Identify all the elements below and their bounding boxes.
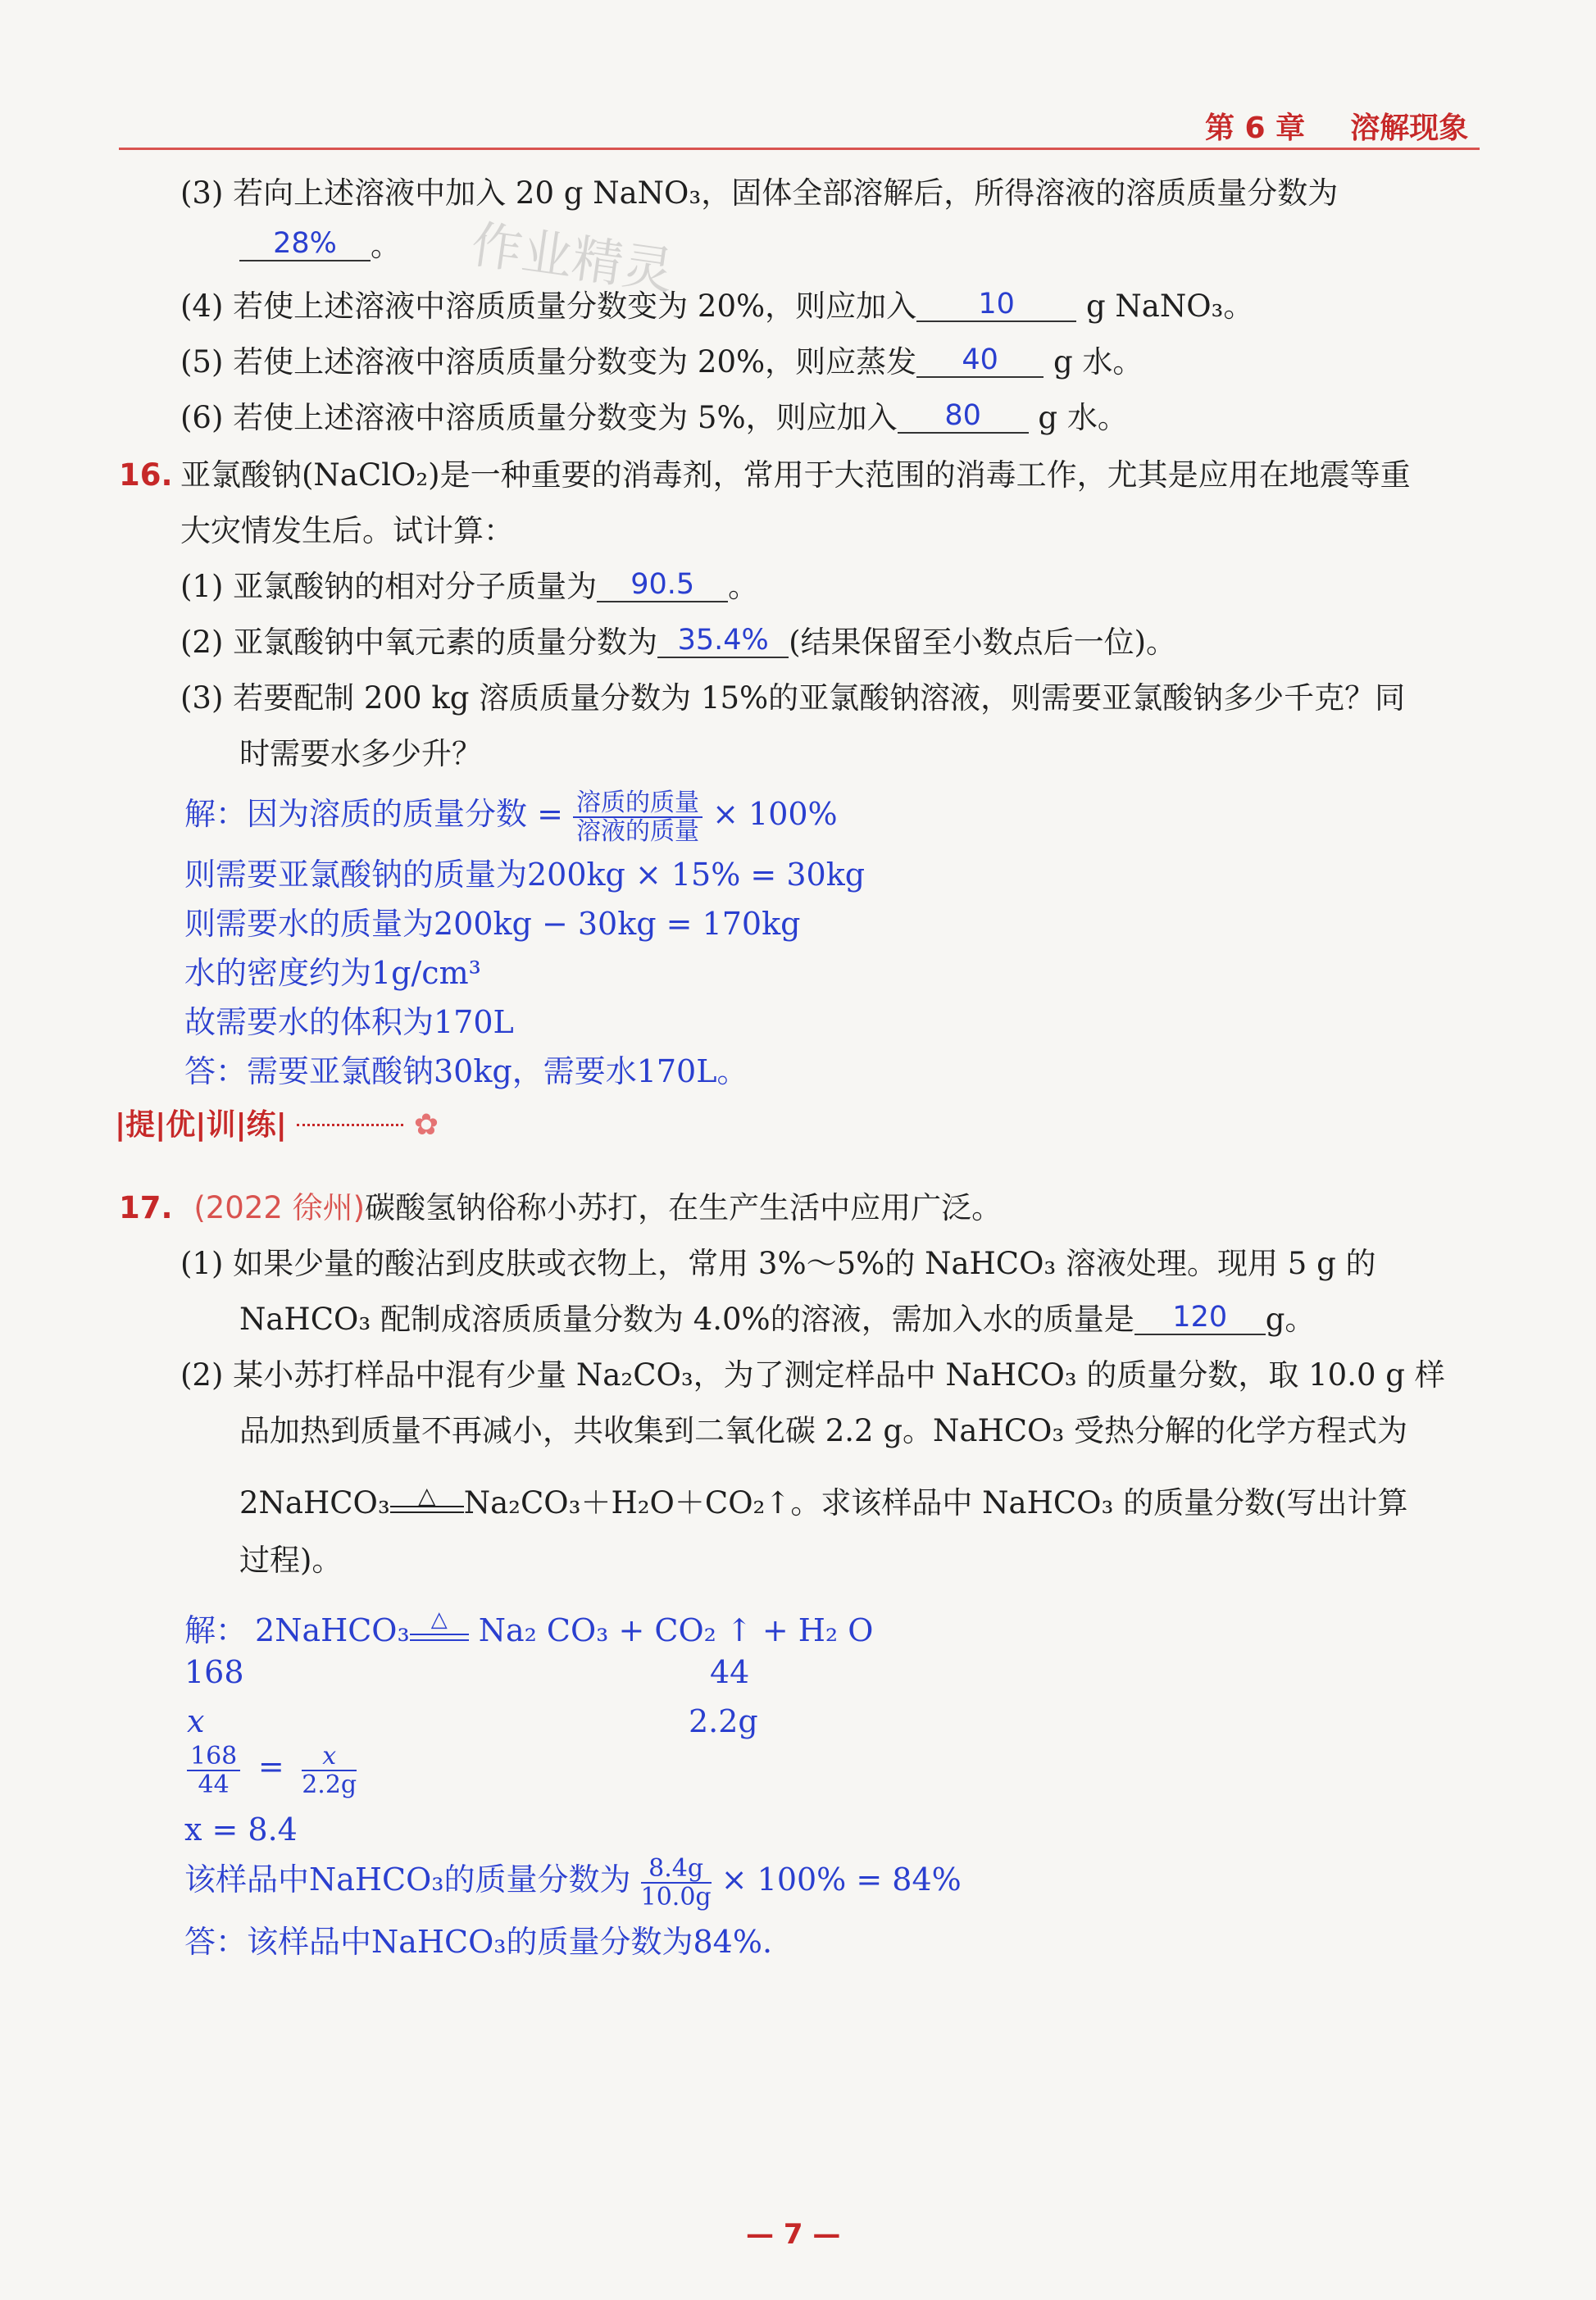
q16-part2-answer: 35.4%: [657, 624, 789, 658]
q15-part4: (4) 若使上述溶液中溶质质量分数变为 20%，则应加入 10 g NaNO₃。: [180, 288, 1254, 324]
q17-heading: [119, 1189, 1002, 1228]
q15-part4-answer: 10: [916, 288, 1076, 322]
q17-part2-line4: 过程)。: [239, 1543, 343, 1578]
section-label: |提|优|训|练|: [115, 1108, 287, 1142]
q15-part3-answer: 28%: [239, 227, 371, 261]
q16-solution-line5: 故需要水的体积为170L: [184, 1004, 514, 1040]
solution-arrow: [410, 1607, 469, 1641]
q16-number: 16.: [119, 457, 173, 493]
chapter-title: 溶解现象: [1350, 111, 1469, 145]
q17-solution-line1: 解： 2NaHCO₃ △ Na₂ CO₃ + CO₂ ↑ + H₂ O: [184, 1607, 874, 1648]
q16-part2: (2) 亚氯酸钠中氧元素的质量分数为 35.4% (结果保留至小数点后一位)。: [180, 624, 1177, 660]
q17-part1-line2: NaHCO₃ 配制成溶质质量分数为 4.0%的溶液，需加入水的质量是 120 g。: [239, 1301, 1316, 1337]
q17-source: (2022 徐州): [193, 1190, 366, 1225]
reaction-arrow: [390, 1482, 464, 1513]
q15-part5-answer: 40: [916, 343, 1044, 378]
watermark: 作业精灵: [467, 214, 678, 302]
q17-part2-equation: 2NaHCO₃ △ Na₂CO₃＋H₂O＋CO₂↑。求该样品中 NaHCO₃ 的质量分数(写出计算: [239, 1484, 1408, 1523]
q15-part3-answer-line: 28% 。: [239, 226, 401, 266]
q16-solution-line2: 则需要亚氯酸钠的质量为200kg × 15% = 30kg: [184, 857, 866, 893]
header-divider: [119, 148, 1480, 150]
q17-part2-line2: 品加热到质量不再减小，共收集到二氧化碳 2.2 g。NaHCO₃ 受热分解的化学方程式为: [239, 1413, 1407, 1448]
q15-part3-line1: (3) 若向上述溶液中加入 20 g NaNO₃，固体全部溶解后，所得溶液的溶质质量分数为: [180, 175, 1339, 211]
page-number: — 7 —: [746, 2218, 841, 2251]
q17-number: 17.: [119, 1190, 173, 1225]
q17-solution-mass-fraction: 该样品中NaHCO₃的质量分数为 $\frac{8.4g}{10.0g}$ × 100% = 84%: [184, 1853, 962, 1911]
q17-stem: 碳酸氢钠俗称小苏打，在生产生活中应用广泛。: [365, 1190, 1003, 1225]
q16-solution-line3: 则需要水的质量为200kg − 30kg = 170kg: [184, 906, 801, 942]
q17-part1-line1: (1) 如果少量的酸沾到皮肤或衣物上，常用 3%～5%的 NaHCO₃ 溶液处理。现用 5 g 的: [180, 1246, 1376, 1281]
q16-stem-line2: 大灾情发生后。试计算：: [180, 513, 514, 548]
chapter-number: 第 6 章: [1205, 111, 1306, 145]
q16-solution-line6: 答：需要亚氯酸钠30kg，需要水170L。: [184, 1053, 748, 1089]
q17-part2-line1: (2) 某小苏打样品中混有少量 Na₂CO₃，为了测定样品中 NaHCO₃ 的质量分数，取 10.0 g 样: [180, 1357, 1445, 1393]
q15-part5: (5) 若使上述溶液中溶质质量分数变为 20%，则应蒸发 40 g 水。: [180, 343, 1144, 380]
q16-solution-line4: 水的密度约为1g/cm³: [184, 955, 481, 991]
q17-solution-answer: 答：该样品中NaHCO₃的质量分数为84%.: [184, 1924, 773, 1960]
heat-symbol: △: [417, 1482, 436, 1509]
q15-part6: (6) 若使上述溶液中溶质质量分数变为 5%，则应加入 80 g 水。: [180, 399, 1128, 435]
q16-part1-answer: 90.5: [597, 568, 728, 602]
q17-solution-2-2g: 2.2g: [689, 1703, 758, 1739]
q16-part3-line1: (3) 若要配制 200 kg 溶质质量分数为 15%的亚氯酸钠溶液，则需要亚氯酸钠多少千克？同: [180, 680, 1406, 716]
q16-solution-line1: 解：因为溶质的质量分数 = $\frac{\text{溶质的质量}}{\text{溶液的质量}}$ × 100%: [184, 788, 838, 846]
section-header: [115, 1102, 439, 1143]
q17-part1-answer: 120: [1134, 1301, 1266, 1335]
q17-solution-proportion: $\frac{168}{44}$ = $\frac{x}{2.2g}$: [187, 1743, 357, 1798]
q16-part1: (1) 亚氯酸钠的相对分子质量为 90.5 。: [180, 568, 759, 604]
q17-solution-x-value: x = 8.4: [184, 1811, 298, 1848]
solution-heat-symbol: △: [430, 1607, 448, 1632]
chapter-header: [1205, 105, 1468, 147]
q17-solution-x: x: [187, 1703, 205, 1739]
q17-solution-168: 168: [184, 1654, 244, 1690]
flower-icon: ✿: [413, 1108, 439, 1142]
q16-solution-fraction: $\frac{\text{溶质的质量}}{\text{溶液的质量}}$: [573, 789, 703, 845]
q17-solution-44: 44: [710, 1654, 750, 1690]
q16-stem-line1: 亚氯酸钠(NaClO₂)是一种重要的消毒剂，常用于大范围的消毒工作，尤其是应用在地震等重: [180, 457, 1411, 493]
q15-part6-answer: 80: [898, 399, 1029, 434]
q16-part3-line2: 时需要水多少升？: [239, 736, 482, 771]
section-dots: [297, 1124, 403, 1126]
